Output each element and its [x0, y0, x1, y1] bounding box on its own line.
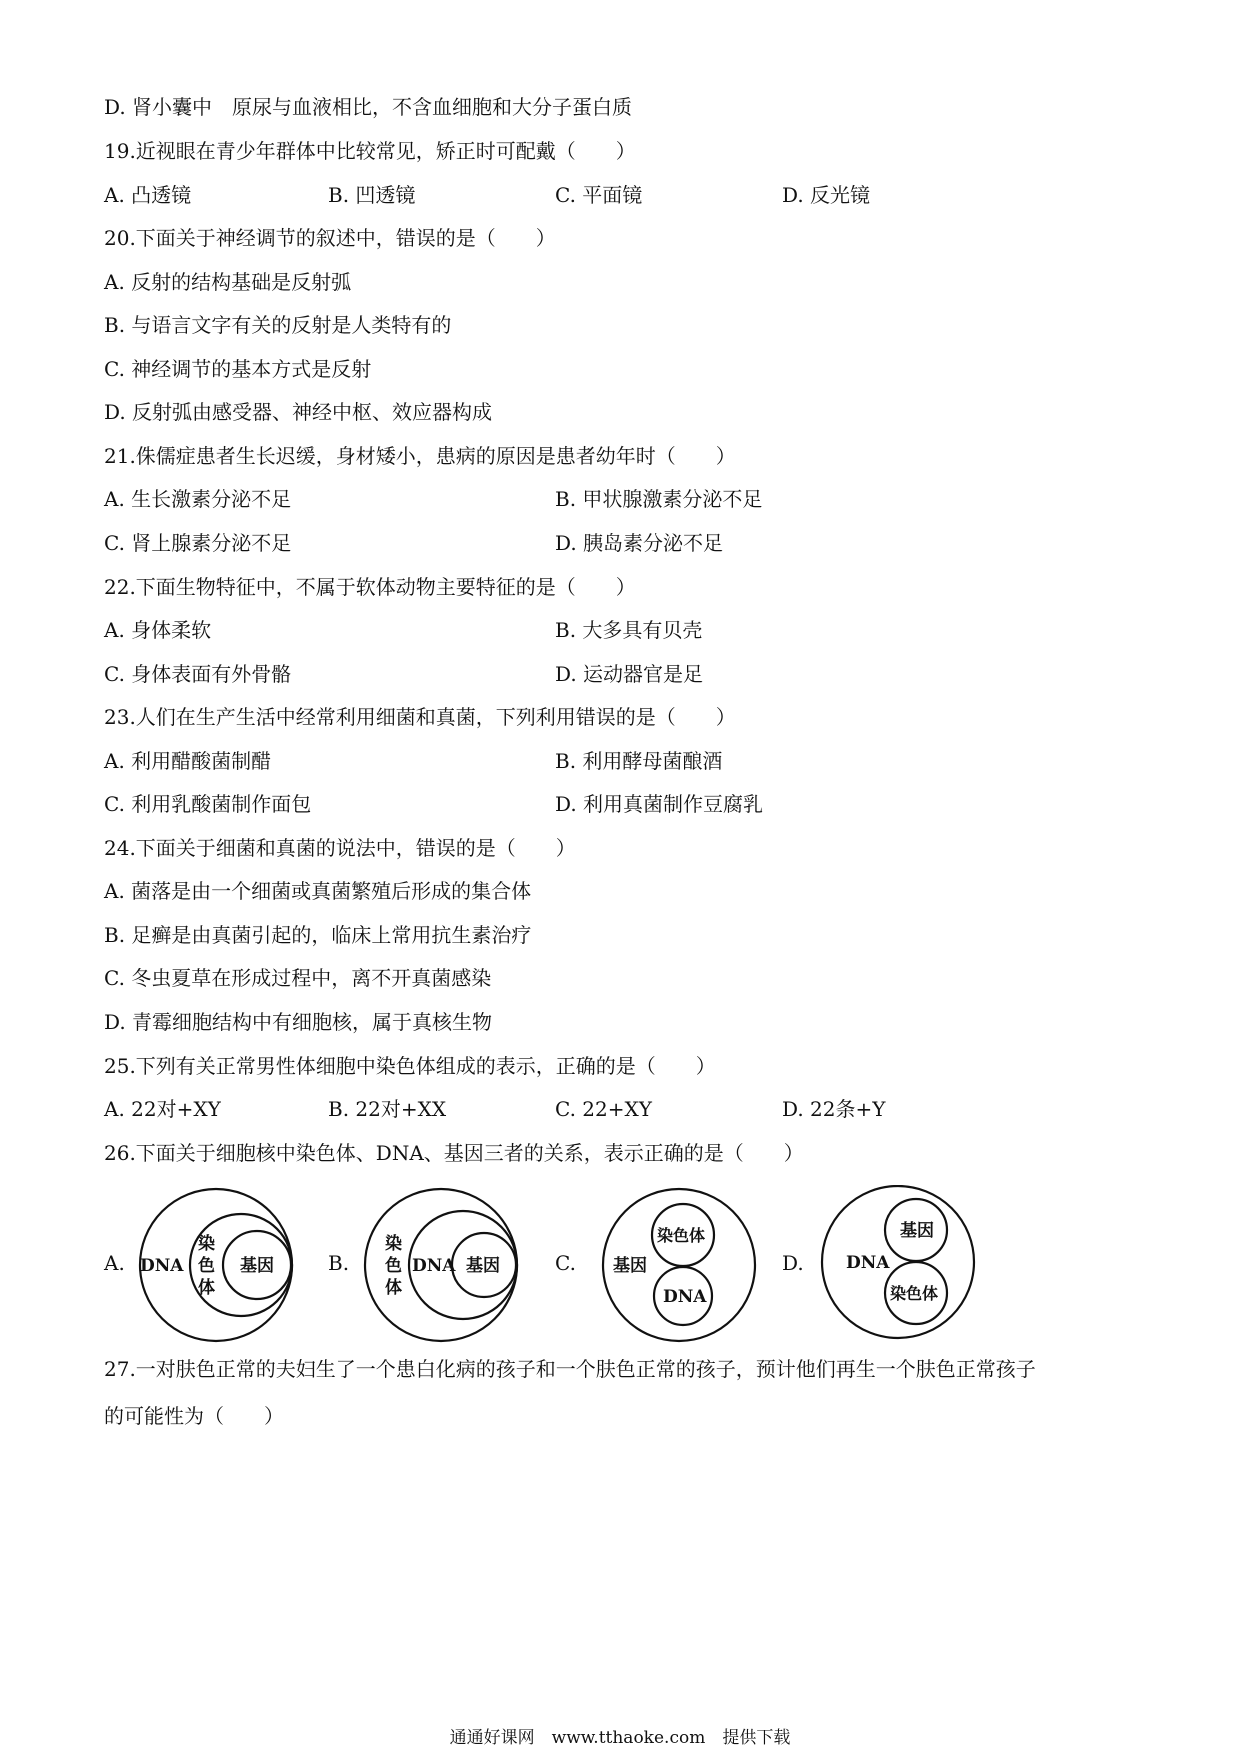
q25-option-a: A. 22对+XY [104, 1097, 221, 1121]
gene-text: 基因 [240, 1256, 274, 1276]
q24-option-d: D. 青霉细胞结构中有细胞核，属于真核生物 [104, 1010, 493, 1034]
gene-text: 基因 [466, 1256, 500, 1276]
q22-option-d: D. 运动器官是足 [555, 662, 704, 686]
q27-stem-line1: 27.一对肤色正常的夫妇生了一个患白化病的孩子和一个肤色正常的孩子，预计他们再生一个肤色正常孩子 [104, 1357, 1036, 1381]
page-footer: 通通好课网 www.tthaoke.com 提供下载 [449, 1728, 791, 1748]
q20-option-a: A. 反射的结构基础是反射弧 [104, 270, 352, 294]
chromosome-char-2: 色 [198, 1256, 215, 1276]
q23-option-a: A. 利用醋酸菌制醋 [104, 749, 272, 773]
q25-option-c: C. 22+XY [555, 1097, 652, 1121]
q24-stem: 24.下面关于细菌和真菌的说法中，错误的是（ ） [104, 836, 576, 860]
chromosome-char-3: 体 [385, 1278, 402, 1298]
gene-text: 基因 [613, 1256, 647, 1276]
q25-stem: 25.下列有关正常男性体细胞中染色体组成的表示，正确的是（ ） [104, 1054, 716, 1078]
dna-circle [822, 1186, 974, 1338]
q21-stem: 21.侏儒症患者生长迟缓，身材矮小，患病的原因是患者幼年时（ ） [104, 444, 736, 468]
chromosome-char-3: 体 [198, 1278, 215, 1298]
chromosome-text: 染色体 [657, 1226, 706, 1245]
q19-option-a: A. 凸透镜 [104, 183, 192, 207]
q19-stem: 19.近视眼在青少年群体中比较常见，矫正时可配戴（ ） [104, 139, 636, 163]
q27-stem-line2: 的可能性为（ ） [104, 1404, 284, 1428]
q26-diagram-c [588, 1185, 773, 1345]
q19-option-c: C. 平面镜 [555, 183, 643, 207]
q23-option-c: C. 利用乳酸菌制作面包 [104, 792, 312, 816]
q26-stem: 26.下面关于细胞核中染色体、DNA、基因三者的关系，表示正确的是（ ） [104, 1141, 804, 1165]
q23-option-b: B. 利用酵母菌酿酒 [555, 749, 723, 773]
chromosome-char-1: 染 [385, 1234, 402, 1254]
q22-option-a: A. 身体柔软 [104, 618, 212, 642]
q24-option-a: A. 菌落是由一个细菌或真菌繁殖后形成的集合体 [104, 879, 532, 903]
chromosome-char-2: 色 [385, 1256, 402, 1276]
chromosome-text: 染色体 [890, 1284, 939, 1303]
q19-option-d: D. 反光镜 [782, 183, 871, 207]
q26-label-b: B. [328, 1251, 350, 1275]
gene-text: 基因 [900, 1221, 934, 1241]
q26-label-a: A. [104, 1251, 125, 1275]
q22-stem: 22.下面生物特征中，不属于软体动物主要特征的是（ ） [104, 575, 636, 599]
q21-option-a: A. 生长激素分泌不足 [104, 487, 292, 511]
q23-stem: 23.人们在生产生活中经常利用细菌和真菌，下列利用错误的是（ ） [104, 705, 736, 729]
q24-option-c: C. 冬虫夏草在形成过程中，离不开真菌感染 [104, 966, 492, 990]
q26-label-d: D. [782, 1251, 804, 1275]
q23-option-d: D. 利用真菌制作豆腐乳 [555, 792, 764, 816]
q26-diagram-d [818, 1185, 1003, 1345]
q20-option-b: B. 与语言文字有关的反射是人类特有的 [104, 313, 452, 337]
q25-option-b: B. 22对+XX [328, 1097, 447, 1121]
q26-diagram-a [125, 1185, 310, 1345]
dna-text: DNA [663, 1287, 707, 1307]
q20-stem: 20.下面关于神经调节的叙述中，错误的是（ ） [104, 226, 556, 250]
dna-text: DNA [412, 1256, 456, 1276]
chromosome-char-1: 染 [198, 1234, 215, 1254]
q19-option-b: B. 凹透镜 [328, 183, 416, 207]
q22-option-c: C. 身体表面有外骨骼 [104, 662, 292, 686]
dna-text: DNA [140, 1256, 184, 1276]
q21-option-d: D. 胰岛素分泌不足 [555, 531, 724, 555]
q25-option-d: D. 22条+Y [782, 1097, 886, 1121]
dna-text: DNA [846, 1253, 890, 1273]
q26-diagram-b [350, 1185, 535, 1345]
q20-option-d: D. 反射弧由感受器、神经中枢、效应器构成 [104, 400, 493, 424]
q21-option-b: B. 甲状腺激素分泌不足 [555, 487, 763, 511]
q21-option-c: C. 肾上腺素分泌不足 [104, 531, 292, 555]
q24-option-b: B. 足癣是由真菌引起的，临床上常用抗生素治疗 [104, 923, 532, 947]
q22-option-b: B. 大多具有贝壳 [555, 618, 703, 642]
q20-option-c: C. 神经调节的基本方式是反射 [104, 357, 372, 381]
q18-option-d: D. 肾小囊中 原尿与血液相比，不含血细胞和大分子蛋白质 [104, 95, 633, 119]
q26-label-c: C. [555, 1251, 576, 1275]
